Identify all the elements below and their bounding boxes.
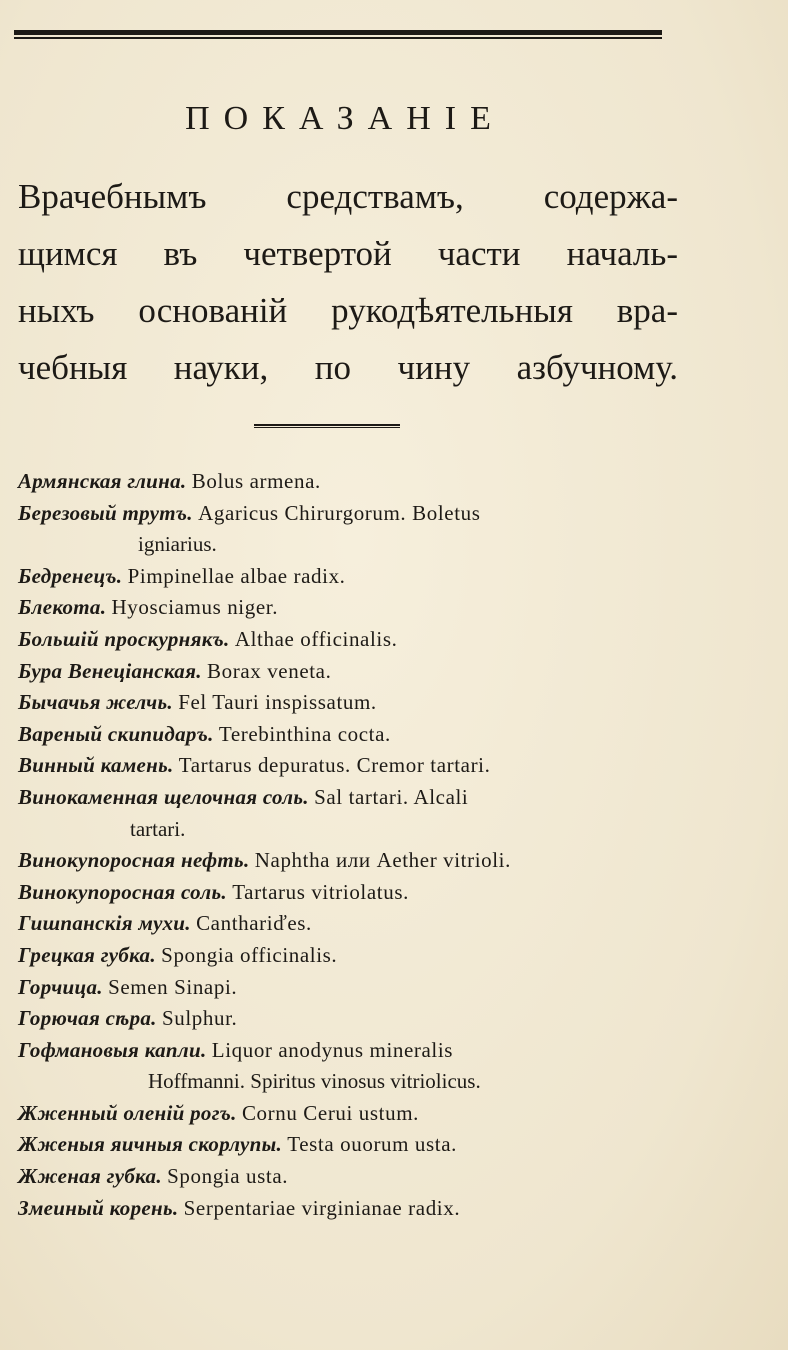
russian-name: Бедренецъ. — [18, 563, 123, 588]
latin-name: Tartarus vitriolatus. — [232, 879, 409, 904]
latin-name: Sulphur. — [161, 1006, 238, 1031]
list-item — [18, 972, 680, 1004]
latin-name: Serpentariae virginianae radix. — [183, 1195, 461, 1220]
latin-continuation: igniarius. — [138, 532, 217, 557]
latin-name: Terebinthina cocta. — [218, 721, 391, 746]
list-item — [18, 782, 680, 845]
russian-name: Гофмановыя капли. — [18, 1037, 207, 1062]
list-item — [18, 750, 680, 782]
russian-name: Винокаменная щелочная соль. — [18, 784, 309, 809]
latin-name: Sal tartari. Alcali — [314, 784, 469, 809]
russian-name: Винокупоросная нефть. — [18, 848, 250, 873]
list-item — [18, 908, 680, 940]
russian-name: Жженая губка. — [18, 1164, 162, 1189]
russian-name: Большій проскурнякъ. — [18, 626, 230, 651]
list-item — [18, 592, 680, 624]
russian-name: Вареный скипидаръ. — [18, 721, 214, 746]
list-item — [18, 940, 680, 972]
russian-name: Горючая сѣра. — [18, 1006, 157, 1031]
list-item — [18, 1193, 680, 1225]
latin-continuation: tartari. — [130, 816, 186, 841]
latin-name: Pimpinellae albae radix. — [127, 563, 346, 588]
list-item — [18, 656, 680, 688]
subtitle-line: щимся въ четвертой части началь- — [18, 234, 678, 273]
list-item — [18, 561, 680, 593]
russian-name: Жженный оленій рогъ. — [18, 1100, 237, 1125]
page-subtitle — [18, 168, 678, 396]
russian-name: Винный камень. — [18, 753, 174, 778]
russian-name: Жженыя яичныя скорлупы. — [18, 1132, 283, 1157]
latin-name: Borax veneta. — [207, 658, 332, 683]
russian-name: Змеиный корень. — [18, 1195, 179, 1220]
latin-name: Agaricus Chirurgorum. Boletus — [198, 500, 481, 525]
list-item — [18, 624, 680, 656]
russian-name: Армянская глина. — [18, 469, 187, 493]
latin-name: Naphtha или Aether vitrioli. — [254, 848, 511, 873]
russian-name: Гишпанскія мухи. — [18, 911, 191, 936]
subtitle-line: Врачебнымъ средствамъ, содержа- — [18, 177, 678, 216]
latin-name: Fel Tauri inspissatum. — [178, 690, 377, 715]
russian-name: Винокупоросная соль. — [18, 879, 227, 904]
latin-name: Hyosciamus niger. — [111, 595, 279, 620]
list-item — [18, 1161, 680, 1193]
russian-name: Бычачья желчь. — [18, 690, 173, 715]
latin-name: Liquor anodynus mineralis — [211, 1037, 454, 1062]
latin-name: Semen Sinapi. — [108, 974, 238, 999]
list-item — [18, 845, 680, 877]
section-rule — [254, 424, 400, 428]
latin-continuation: Hoffmanni. Spiritus vinosus vitriolicus. — [148, 1069, 481, 1094]
latin-name: Canthariďes. — [196, 911, 312, 936]
latin-name: Spongia usta. — [167, 1164, 289, 1189]
russian-name: Грецкая губка. — [18, 942, 156, 967]
list-item — [18, 1035, 680, 1098]
latin-name: Cornu Cerui ustum. — [241, 1100, 419, 1125]
subtitle-line: чебныя науки, по чину азбучному. — [18, 348, 678, 387]
russian-name: Березовый трутъ. — [18, 500, 193, 525]
russian-name: Блекота. — [18, 595, 107, 620]
list-item — [18, 719, 680, 751]
top-double-rule — [14, 30, 662, 39]
latin-name: Tartarus depuratus. Cremor tartari. — [178, 753, 491, 778]
latin-name: Testa ouorum usta. — [287, 1132, 457, 1157]
list-item — [18, 1129, 680, 1161]
russian-name: Горчица. — [18, 974, 103, 999]
latin-name: Althae officinalis. — [234, 626, 398, 651]
remedies-list — [18, 466, 680, 1224]
latin-name: Bolus armena. — [191, 469, 321, 493]
list-item — [18, 1003, 680, 1035]
list-item — [18, 466, 680, 498]
list-item — [18, 1098, 680, 1130]
list-item — [18, 687, 680, 719]
latin-name: Spongia officinalis. — [161, 942, 338, 967]
list-item — [18, 498, 680, 561]
russian-name: Бура Венеціанская. — [18, 658, 202, 683]
page-title: ПОКАЗАНІЕ — [185, 100, 505, 137]
list-item — [18, 877, 680, 909]
subtitle-line: ныхъ основаній рукодѣятельныя вра- — [18, 291, 678, 330]
